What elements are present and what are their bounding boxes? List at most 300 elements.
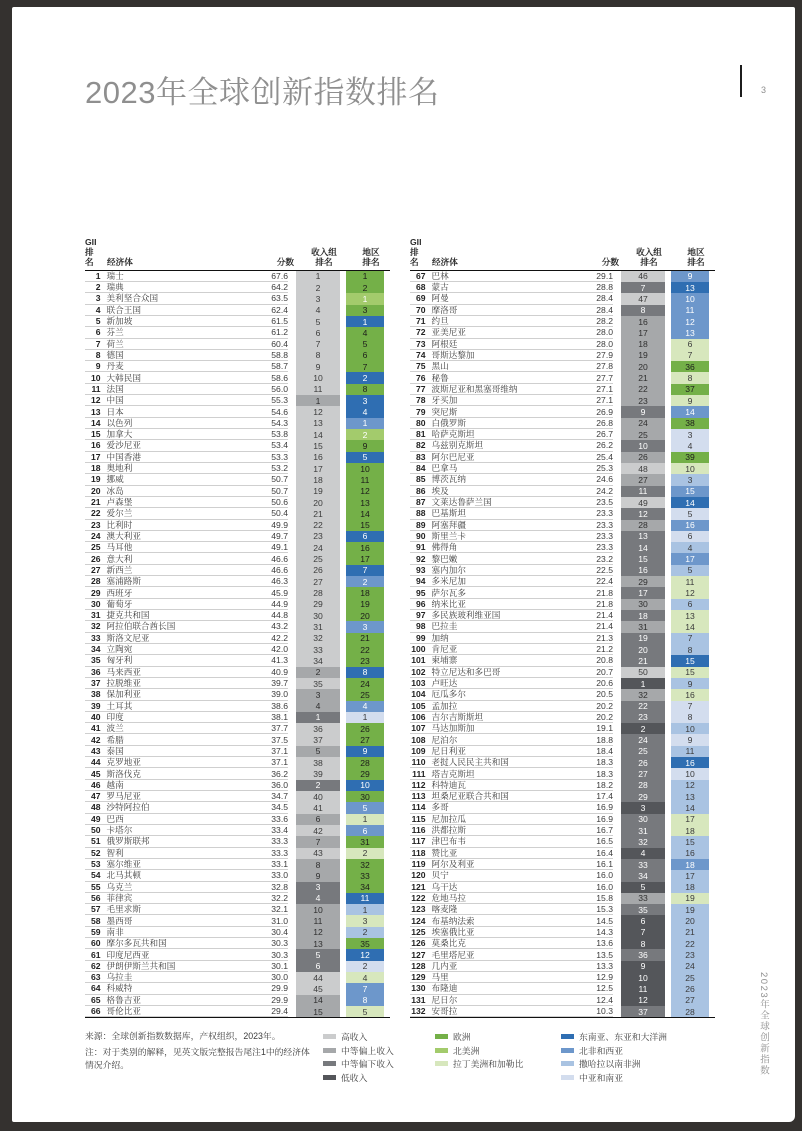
rank-cell: 91	[415, 542, 426, 553]
rank-cell: 125	[411, 926, 426, 937]
income-rank-cell: 1	[296, 712, 340, 723]
rank-cell: 17	[90, 451, 101, 462]
score-cell: 46.3	[271, 576, 288, 587]
score-cell: 37.5	[271, 734, 288, 745]
rank-cell: 114	[411, 802, 426, 813]
score-cell: 37.1	[271, 757, 288, 768]
score-cell: 21.4	[596, 621, 613, 632]
income-rank-cell: 46	[621, 271, 665, 282]
score-cell: 23.2	[596, 553, 613, 564]
economy-cell: 巴林	[431, 270, 449, 281]
economy-cell: 印度尼西亚	[106, 949, 150, 960]
income-rank-cell: 9	[621, 406, 665, 417]
score-cell: 12.5	[596, 983, 613, 994]
score-cell: 37.1	[271, 745, 288, 756]
rank-cell: 71	[415, 316, 426, 327]
region-rank-cell: 6	[671, 599, 709, 610]
income-rank-cell: 36	[621, 949, 665, 960]
rank-cell: 112	[411, 779, 426, 790]
region-rank-cell: 11	[346, 893, 384, 904]
rank-cell: 76	[415, 372, 426, 383]
economy-cell: 赞比亚	[431, 847, 458, 858]
income-rank-cell: 44	[296, 972, 340, 983]
rank-cell: 60	[90, 938, 101, 949]
rank-cell: 74	[415, 349, 426, 360]
category-note: 注：对于类别的解释，见英文版完整报告尾注1中的经济体情况介绍。	[85, 1046, 310, 1071]
region-rank-cell: 11	[671, 305, 709, 316]
economy-cell: 加纳	[431, 632, 449, 643]
legend-label: 高收入	[341, 1032, 368, 1043]
region-rank-cell: 15	[671, 667, 709, 678]
income-rank-cell: 16	[296, 452, 340, 463]
region-rank-cell: 32	[346, 859, 384, 870]
score-cell: 23.3	[596, 508, 613, 519]
income-rank-cell: 34	[621, 870, 665, 881]
region-rank-cell: 34	[346, 882, 384, 893]
score-cell: 44.9	[271, 598, 288, 609]
region-rank-cell: 1	[346, 418, 384, 429]
rank-cell: 18	[90, 463, 101, 474]
region-rank-cell: 14	[671, 802, 709, 813]
rank-cell: 127	[411, 949, 426, 960]
rank-cell: 96	[415, 598, 426, 609]
economy-cell: 比利时	[106, 519, 133, 530]
income-rank-cell: 27	[296, 576, 340, 587]
score-cell: 67.6	[271, 270, 288, 281]
rank-cell: 67	[415, 270, 426, 281]
legend-swatch-icon	[323, 1048, 336, 1053]
rank-cell: 28	[90, 576, 101, 587]
economy-cell: 土耳其	[106, 700, 133, 711]
rank-cell: 63	[90, 972, 101, 983]
score-cell: 21.2	[596, 644, 613, 655]
income-rank-cell: 18	[296, 474, 340, 485]
rank-cell: 55	[90, 881, 101, 892]
income-rank-cell: 24	[296, 542, 340, 553]
score-cell: 33.3	[271, 836, 288, 847]
region-rank-cell: 14	[671, 497, 709, 508]
region-rank-cell: 4	[346, 972, 384, 983]
score-cell: 30.4	[271, 926, 288, 937]
score-cell: 23.3	[596, 542, 613, 553]
economy-cell: 喀麦隆	[431, 904, 458, 915]
economy-cell: 几内亚	[431, 960, 458, 971]
score-cell: 42.2	[271, 632, 288, 643]
economy-cell: 塞尔维亚	[106, 859, 141, 870]
score-cell: 61.2	[271, 327, 288, 338]
score-cell: 33.6	[271, 813, 288, 824]
income-rank-cell: 32	[621, 836, 665, 847]
economy-cell: 奥地利	[106, 463, 133, 474]
region-rank-cell: 12	[671, 316, 709, 327]
rank-cell: 123	[411, 904, 426, 915]
rank-cell: 105	[411, 700, 426, 711]
score-cell: 54.6	[271, 406, 288, 417]
economy-cell: 莫桑比克	[431, 938, 466, 949]
footer	[85, 1030, 720, 1084]
economy-cell: 毛里求斯	[106, 904, 141, 915]
region-rank-cell: 25	[346, 689, 384, 700]
score-cell: 38.6	[271, 700, 288, 711]
rank-cell: 130	[411, 983, 426, 994]
score-cell: 22.4	[596, 576, 613, 587]
region-rank-cell: 2	[346, 429, 384, 440]
income-rank-cell: 26	[296, 565, 340, 576]
rank-cell: 11	[91, 383, 101, 394]
table-header	[85, 238, 390, 271]
economy-cell: 智利	[106, 847, 124, 858]
income-rank-cell: 10	[621, 440, 665, 451]
score-cell: 29.9	[271, 994, 288, 1005]
rank-cell: 108	[411, 734, 426, 745]
score-cell: 24.6	[596, 474, 613, 485]
economy-cell: 格鲁吉亚	[106, 994, 141, 1005]
economy-cell: 卢森堡	[106, 497, 133, 508]
score-cell: 13.6	[596, 938, 613, 949]
economy-cell: 阿塞拜疆	[431, 519, 466, 530]
legend-swatch-icon	[561, 1048, 574, 1053]
legend-item	[323, 1044, 435, 1058]
rank-cell: 131	[411, 994, 426, 1005]
score-cell: 64.2	[271, 282, 288, 293]
rank-cell: 62	[90, 960, 101, 971]
ranking-table-left	[85, 238, 390, 1018]
region-rank-cell: 25	[671, 972, 709, 983]
region-rank-cell: 1	[346, 904, 384, 915]
economy-cell: 瑞士	[106, 270, 124, 281]
region-rank-cell: 17	[671, 814, 709, 825]
income-rank-cell: 1	[621, 678, 665, 689]
economy-cell: 科威特	[106, 983, 133, 994]
income-rank-cell: 42	[296, 825, 340, 836]
region-rank-cell: 5	[671, 565, 709, 576]
table-row	[85, 1006, 390, 1017]
score-cell: 31.0	[271, 915, 288, 926]
region-rank-cell: 11	[671, 746, 709, 757]
region-rank-cell: 12	[671, 587, 709, 598]
income-rank-cell: 38	[296, 757, 340, 768]
region-rank-cell: 2	[346, 927, 384, 938]
legend-label: 拉丁美洲和加勒比	[453, 1059, 524, 1070]
income-rank-cell: 25	[621, 746, 665, 757]
income-rank-cell: 12	[296, 406, 340, 417]
rank-cell: 45	[90, 768, 101, 779]
economy-cell: 卢旺达	[431, 678, 458, 689]
income-rank-cell: 25	[296, 553, 340, 564]
economy-cell: 卡塔尔	[106, 825, 133, 836]
legend-label: 中亚和南亚	[579, 1072, 623, 1083]
income-rank-cell: 28	[621, 780, 665, 791]
score-cell: 50.7	[271, 485, 288, 496]
income-rank-cell: 3	[296, 882, 340, 893]
legend-swatch-icon	[323, 1075, 336, 1080]
income-rank-cell: 8	[296, 859, 340, 870]
region-rank-cell: 17	[671, 870, 709, 881]
rank-cell: 117	[411, 836, 426, 847]
legend-item	[561, 1057, 711, 1071]
income-rank-cell: 20	[296, 497, 340, 508]
rank-cell: 79	[415, 406, 426, 417]
rank-cell: 14	[90, 417, 101, 428]
score-cell: 38.1	[271, 711, 288, 722]
income-rank-cell: 26	[621, 452, 665, 463]
region-rank-cell: 2	[346, 961, 384, 972]
rank-cell: 20	[90, 485, 101, 496]
region-rank-cell: 8	[671, 712, 709, 723]
header-economy: 经济体	[107, 256, 133, 267]
region-rank-cell: 16	[346, 542, 384, 553]
income-rank-cell: 7	[296, 339, 340, 350]
region-rank-cell: 7	[346, 983, 384, 994]
economy-cell: 孟加拉	[431, 700, 458, 711]
legend-swatch-icon	[561, 1034, 574, 1039]
rank-cell: 92	[415, 553, 426, 564]
score-cell: 32.2	[271, 892, 288, 903]
rank-cell: 124	[411, 915, 426, 926]
score-cell: 36.2	[271, 768, 288, 779]
rank-cell: 95	[415, 587, 426, 598]
region-rank-cell: 15	[346, 520, 384, 531]
rank-cell: 2	[95, 282, 101, 293]
rank-cell: 129	[411, 972, 426, 983]
income-rank-cell: 9	[621, 961, 665, 972]
legend-item	[561, 1030, 711, 1044]
region-rank-cell: 18	[346, 587, 384, 598]
region-rank-cell: 11	[671, 576, 709, 587]
income-rank-cell: 40	[296, 791, 340, 802]
score-cell: 12.9	[596, 972, 613, 983]
economy-cell: 阿拉伯联合酋长国	[106, 621, 176, 632]
rank-cell: 54	[90, 870, 101, 881]
rank-cell: 26	[90, 553, 101, 564]
economy-cell: 乌干达	[431, 881, 458, 892]
score-cell: 27.8	[596, 361, 613, 372]
rank-cell: 47	[90, 791, 101, 802]
economy-cell: 厄瓜多尔	[431, 689, 466, 700]
economy-cell: 南非	[106, 926, 124, 937]
income-rank-cell: 36	[296, 723, 340, 734]
region-rank-cell: 22	[346, 644, 384, 655]
income-rank-cell: 18	[621, 339, 665, 350]
score-cell: 53.8	[271, 429, 288, 440]
header-rank: GII 排名	[410, 237, 422, 267]
score-cell: 28.2	[596, 316, 613, 327]
score-cell: 32.1	[271, 904, 288, 915]
region-rank-cell: 16	[671, 689, 709, 700]
score-cell: 27.7	[596, 372, 613, 383]
score-cell: 28.4	[596, 304, 613, 315]
rank-cell: 99	[415, 632, 426, 643]
rank-cell: 80	[415, 417, 426, 428]
ranking-table-right	[410, 238, 715, 1018]
region-rank-cell: 4	[346, 327, 384, 338]
rank-cell: 12	[90, 395, 101, 406]
rank-cell: 90	[415, 530, 426, 541]
region-rank-cell: 19	[671, 893, 709, 904]
rank-cell: 65	[90, 994, 101, 1005]
income-rank-cell: 22	[621, 701, 665, 712]
income-rank-cell: 15	[296, 440, 340, 451]
economy-cell: 尼日尔	[431, 994, 458, 1005]
income-rank-cell: 26	[621, 757, 665, 768]
score-cell: 54.3	[271, 417, 288, 428]
income-rank-cell: 37	[621, 1006, 665, 1017]
rank-cell: 116	[411, 825, 426, 836]
rank-cell: 101	[411, 655, 426, 666]
rank-cell: 25	[90, 542, 101, 553]
economy-cell: 泰国	[106, 745, 124, 756]
income-rank-cell: 8	[621, 305, 665, 316]
region-rank-cell: 13	[671, 791, 709, 802]
economy-cell: 越南	[106, 779, 124, 790]
economy-cell: 北马其顿	[106, 870, 141, 881]
header-region-rank: 地区 排名	[687, 246, 705, 267]
score-cell: 20.2	[596, 711, 613, 722]
score-cell: 56.0	[271, 383, 288, 394]
region-rank-cell: 4	[346, 701, 384, 712]
table-row	[410, 1006, 715, 1017]
region-rank-cell: 8	[346, 667, 384, 678]
economy-cell: 多米尼加	[431, 576, 466, 587]
score-cell: 49.1	[271, 542, 288, 553]
income-rank-cell: 13	[296, 418, 340, 429]
rank-cell: 38	[90, 689, 101, 700]
score-cell: 18.3	[596, 757, 613, 768]
economy-cell: 巴拉圭	[431, 621, 458, 632]
region-rank-cell: 23	[346, 655, 384, 666]
score-cell: 34.7	[271, 791, 288, 802]
income-rank-cell: 30	[296, 610, 340, 621]
economy-cell: 危地马拉	[431, 892, 466, 903]
income-rank-cell: 49	[621, 497, 665, 508]
region-rank-cell: 3	[346, 915, 384, 926]
region-rank-cell: 10	[346, 780, 384, 791]
rank-cell: 50	[90, 825, 101, 836]
income-rank-cell: 4	[296, 893, 340, 904]
income-rank-cell: 24	[621, 418, 665, 429]
region-rank-cell: 21	[346, 633, 384, 644]
legend-label: 撒哈拉以南非洲	[579, 1059, 641, 1070]
income-rank-cell: 21	[296, 508, 340, 519]
economy-cell: 秘鲁	[431, 372, 449, 383]
economy-cell: 以色列	[106, 417, 133, 428]
score-cell: 58.6	[271, 372, 288, 383]
economy-cell: 萨尔瓦多	[431, 587, 466, 598]
region-rank-cell: 1	[346, 814, 384, 825]
score-cell: 53.2	[271, 463, 288, 474]
region-rank-cell: 13	[671, 282, 709, 293]
rank-cell: 8	[95, 349, 101, 360]
economy-cell: 摩尔多瓦共和国	[106, 938, 167, 949]
rank-cell: 102	[411, 666, 426, 677]
income-rank-cell: 6	[621, 915, 665, 926]
income-rank-cell: 6	[296, 327, 340, 338]
region-rank-cell: 38	[671, 418, 709, 429]
score-cell: 20.6	[596, 678, 613, 689]
income-rank-cell: 47	[621, 293, 665, 304]
rank-cell: 100	[411, 644, 426, 655]
economy-cell: 爱沙尼亚	[106, 440, 141, 451]
score-cell: 33.3	[271, 847, 288, 858]
region-rank-cell: 4	[671, 542, 709, 553]
legend-label: 低收入	[341, 1072, 368, 1083]
economy-cell: 塞内加尔	[431, 564, 466, 575]
economy-cell: 阿根廷	[431, 338, 458, 349]
income-rank-cell: 13	[296, 938, 340, 949]
economy-cell: 马里	[431, 972, 449, 983]
legend-regions-b	[561, 1030, 711, 1084]
economy-cell: 白俄罗斯	[431, 417, 466, 428]
economy-cell: 布隆迪	[431, 983, 458, 994]
rank-cell: 3	[95, 293, 101, 304]
rank-cell: 7	[95, 338, 101, 349]
region-rank-cell: 16	[671, 848, 709, 859]
region-rank-cell: 20	[671, 915, 709, 926]
rank-cell: 42	[90, 734, 101, 745]
rank-cell: 57	[90, 904, 101, 915]
rank-cell: 43	[90, 745, 101, 756]
rank-cell: 122	[411, 892, 426, 903]
score-cell: 29.4	[271, 1006, 288, 1017]
income-rank-cell: 4	[296, 305, 340, 316]
score-cell: 32.8	[271, 881, 288, 892]
score-cell: 27.1	[596, 383, 613, 394]
income-rank-cell: 3	[621, 802, 665, 813]
income-rank-cell: 37	[296, 734, 340, 745]
region-rank-cell: 17	[671, 553, 709, 564]
income-rank-cell: 10	[296, 372, 340, 383]
income-rank-cell: 15	[296, 1006, 340, 1017]
rank-cell: 6	[95, 327, 101, 338]
score-cell: 28.0	[596, 338, 613, 349]
score-cell: 50.6	[271, 497, 288, 508]
region-rank-cell: 1	[346, 271, 384, 282]
income-rank-cell: 8	[621, 938, 665, 949]
header-rank: GII 排名	[85, 237, 97, 267]
economy-cell: 蒙古	[431, 282, 449, 293]
economy-cell: 冰岛	[106, 485, 124, 496]
economy-cell: 新加坡	[106, 316, 133, 327]
score-cell: 33.0	[271, 870, 288, 881]
economy-cell: 多民族玻利维亚国	[431, 610, 501, 621]
rank-cell: 103	[411, 678, 426, 689]
score-cell: 24.2	[596, 485, 613, 496]
income-rank-cell: 30	[621, 814, 665, 825]
region-rank-cell: 18	[671, 882, 709, 893]
side-vertical-label: 2023年全球创新指数	[758, 972, 769, 1077]
economy-cell: 约旦	[431, 316, 449, 327]
economy-cell: 牙买加	[431, 395, 458, 406]
economy-cell: 马达加斯加	[431, 723, 475, 734]
rank-cell: 21	[90, 497, 101, 508]
economy-cell: 西班牙	[106, 587, 133, 598]
rank-cell: 72	[415, 327, 426, 338]
page-number: 3	[761, 85, 767, 95]
income-rank-cell: 27	[621, 768, 665, 779]
score-cell: 21.3	[596, 632, 613, 643]
region-rank-cell: 9	[671, 734, 709, 745]
score-cell: 23.3	[596, 530, 613, 541]
rank-cell: 115	[411, 813, 426, 824]
region-rank-cell: 18	[671, 859, 709, 870]
economy-cell: 俄罗斯联邦	[106, 836, 150, 847]
economy-cell: 科特迪瓦	[431, 779, 466, 790]
economy-cell: 博茨瓦纳	[431, 474, 466, 485]
rank-cell: 69	[415, 293, 426, 304]
economy-cell: 多哥	[431, 802, 449, 813]
region-rank-cell: 27	[346, 734, 384, 745]
region-rank-cell: 13	[671, 610, 709, 621]
